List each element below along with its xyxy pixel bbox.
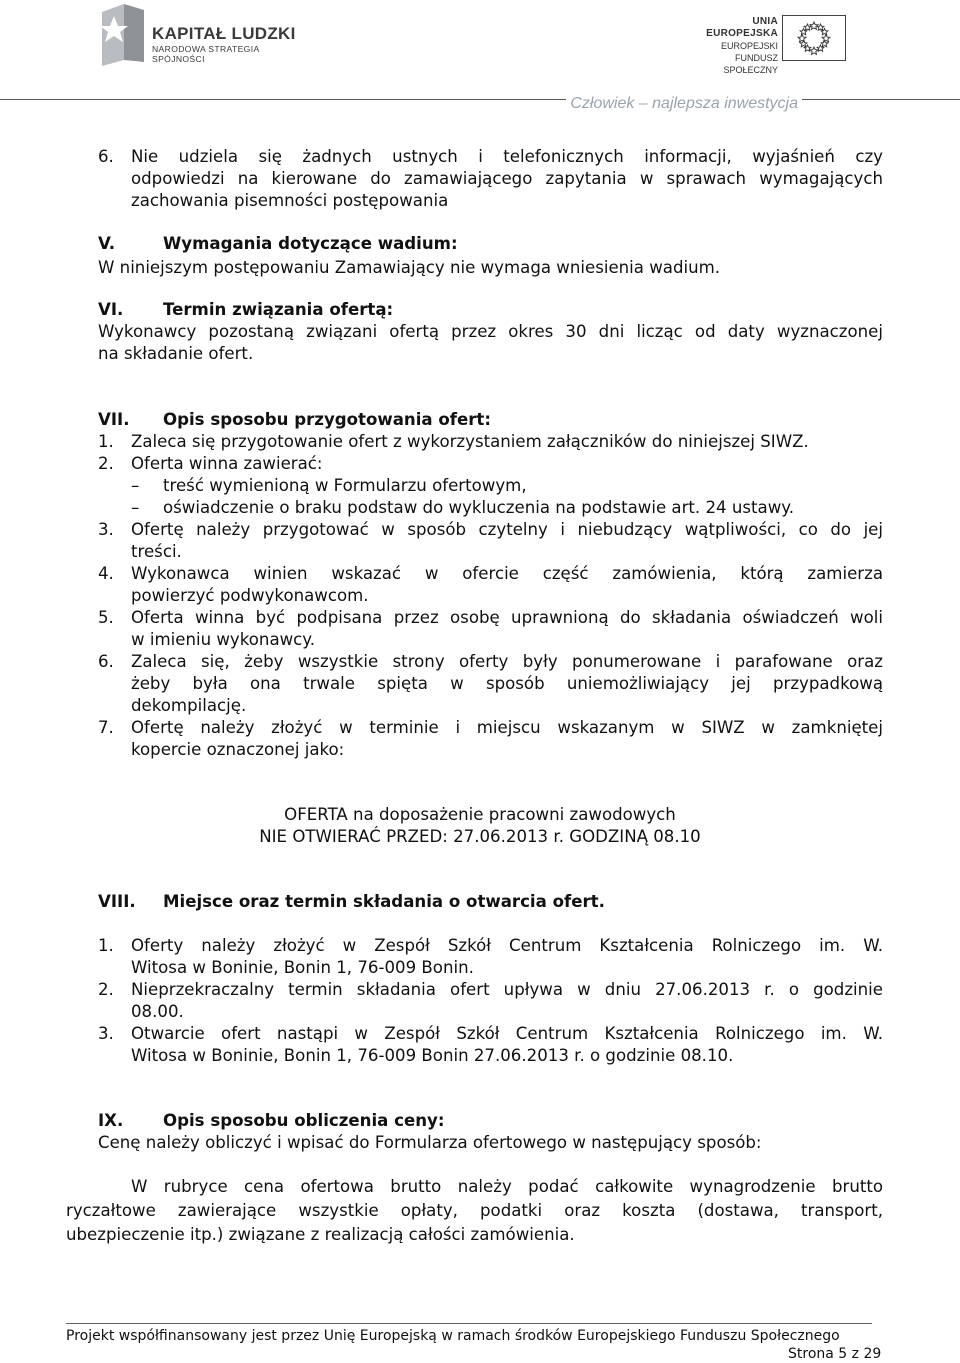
viii-item-2-number: 2.: [98, 980, 114, 999]
vii-item-6-number: 6.: [98, 652, 114, 671]
item-6-number: 6.: [98, 147, 114, 166]
item-6-line-3: zachowania pisemności postępowania: [131, 191, 449, 210]
vii-item-4-number: 4.: [98, 564, 114, 583]
section-ix-paragraph-line-1: W rubryce cena ofertowa brutto należy podać całkowite wynagrodzenie brutto: [131, 1177, 883, 1196]
vii-item-5-line-2: w imieniu wykonawcy.: [131, 630, 316, 649]
kapital-ludzki-emblem-icon: [98, 4, 148, 66]
logo-title: KAPITAŁ LUDZKI: [152, 24, 296, 43]
footer-rule: [66, 1323, 872, 1324]
viii-item-1-line-1: Oferty należy złożyć w Zespół Szkół Centrum Kształcenia Rolniczego im. W.: [131, 936, 883, 955]
eu-line-3: FUNDUSZ SPOŁECZNY: [723, 53, 778, 75]
vii-dash-item-2: oświadczenie o braku podstaw do wykluczenia na podstawie art. 24 ustawy.: [163, 498, 794, 517]
section-v-number: V.: [98, 234, 116, 253]
logo-subtitle: NARODOWA STRATEGIA SPÓJNOŚCI: [152, 44, 260, 64]
vii-dash-2: –: [131, 498, 140, 517]
viii-item-1-line-2: Witosa w Boninie, Bonin 1, 76-009 Bonin.: [131, 958, 474, 977]
section-v-title: Wymagania dotyczące wadium:: [163, 234, 458, 253]
vii-item-7-line-1: Ofertę należy złożyć w terminie i miejscu wskazanym w SIWZ w zamkniętej: [131, 718, 883, 737]
vii-item-7-number: 7.: [98, 718, 114, 737]
vii-item-4-line-2: powierzyć podwykonawcom.: [131, 586, 369, 605]
section-ix-title: Opis sposobu obliczenia ceny:: [163, 1111, 445, 1130]
section-vii-title: Opis sposobu przygotowania ofert:: [163, 410, 492, 429]
motto: Człowiek – najlepsza inwestycja: [566, 95, 802, 113]
vii-item-2-number: 2.: [98, 454, 114, 473]
section-vi-line-2: na składanie ofert.: [98, 344, 254, 363]
vii-item-3-line-1: Ofertę należy przygotować w sposób czytelny i niebudzący wątpliwości, co do jej: [131, 520, 883, 539]
vii-item-4-line-1: Wykonawca winien wskazać w ofercie część zamówienia, którą zamierza: [131, 564, 883, 583]
vii-item-7-line-2: kopercie oznaczonej jako:: [131, 740, 345, 759]
section-v-text: W niniejszym postępowaniu Zamawiający nie wymaga wniesienia wadium.: [98, 258, 721, 277]
section-ix-paragraph-line-3: ubezpieczenie itp.) związane z realizacją całości zamówienia.: [66, 1225, 575, 1244]
viii-item-3-line-2: Witosa w Boninie, Bonin 1, 76-009 Bonin 27.06.2013 r. o godzinie 08.10.: [131, 1046, 734, 1065]
section-vi-line-1: Wykonawcy pozostaną związani ofertą przez okres 30 dni licząc od daty wyznaczonej: [98, 322, 883, 341]
vii-dash-item-1: treść wymienioną w Formularzu ofertowym,: [163, 476, 527, 495]
viii-item-2-line-1: Nieprzekraczalny termin składania ofert upływa w dniu 27.06.2013 r. o godzinie: [131, 980, 883, 999]
vii-item-6-line-3: dekompilację.: [131, 696, 247, 715]
header-rule: [0, 99, 960, 100]
vii-dash-1: –: [131, 476, 140, 495]
viii-item-1-number: 1.: [98, 936, 114, 955]
item-6-line-2: odpowiedzi na kierowane do zamawiającego zapytania w sprawach wymagających: [131, 169, 883, 188]
eu-line-1: UNIA EUROPEJSKA: [706, 16, 778, 39]
eu-flag-icon: [782, 15, 846, 61]
eu-logo: [680, 12, 850, 75]
envelope-line-1: OFERTA na doposażenie pracowni zawodowych: [284, 805, 676, 824]
vii-item-1-number: 1.: [98, 432, 114, 451]
eu-text: [680, 16, 778, 76]
vii-item-6-line-1: Zaleca się, żeby wszystkie strony oferty były ponumerowane i parafowane oraz: [131, 652, 883, 671]
section-vi-title: Termin związania ofertą:: [163, 300, 394, 319]
vii-item-5-number: 5.: [98, 608, 114, 627]
section-vii-number: VII.: [98, 410, 130, 429]
kapital-ludzki-logo: [98, 4, 308, 66]
section-viii-number: VIII.: [98, 892, 136, 911]
footer-project-note: Projekt współfinansowany jest przez Unię Europejską w ramach środków Europejskiego Funduszu Społecznego: [66, 1328, 840, 1344]
section-viii-title: Miejsce oraz termin składania o otwarcia ofert.: [163, 892, 605, 911]
viii-item-2-line-2: 08.00.: [131, 1002, 184, 1021]
vii-item-5-line-1: Oferta winna być podpisana przez osobę uprawnioną do składania oświadczeń woli: [131, 608, 883, 627]
vii-item-3-number: 3.: [98, 520, 114, 539]
eu-line-2: EUROPEJSKI: [720, 41, 778, 51]
page-number: Strona 5 z 29: [788, 1346, 882, 1362]
section-ix-intro: Cenę należy obliczyć i wpisać do Formularza ofertowego w następujący sposób:: [98, 1133, 762, 1152]
viii-item-3-number: 3.: [98, 1024, 114, 1043]
viii-item-3-line-1: Otwarcie ofert nastąpi w Zespół Szkół Centrum Kształcenia Rolniczego im. W.: [131, 1024, 883, 1043]
section-ix-number: IX.: [98, 1111, 124, 1130]
vii-item-1: Zaleca się przygotowanie ofert z wykorzystaniem załączników do niniejszej SIWZ.: [131, 432, 809, 451]
item-6-line-1: Nie udziela się żadnych ustnych i telefonicznych informacji, wyjaśnień czy: [131, 147, 883, 166]
vii-item-6-line-2: żeby była ona trwale spięta w sposób uniemożliwiający jej przypadkową: [131, 674, 883, 693]
envelope-line-2: NIE OTWIERAĆ PRZED: 27.06.2013 r. GODZINĄ 08.10: [259, 827, 701, 846]
section-ix-paragraph-line-2: ryczałtowe zawierające wszystkie opłaty, podatki oraz koszta (dostawa, transport,: [66, 1201, 883, 1220]
section-vi-number: VI.: [98, 300, 124, 319]
vii-item-2: Oferta winna zawierać:: [131, 454, 323, 473]
vii-item-3-line-2: treści.: [131, 542, 182, 561]
